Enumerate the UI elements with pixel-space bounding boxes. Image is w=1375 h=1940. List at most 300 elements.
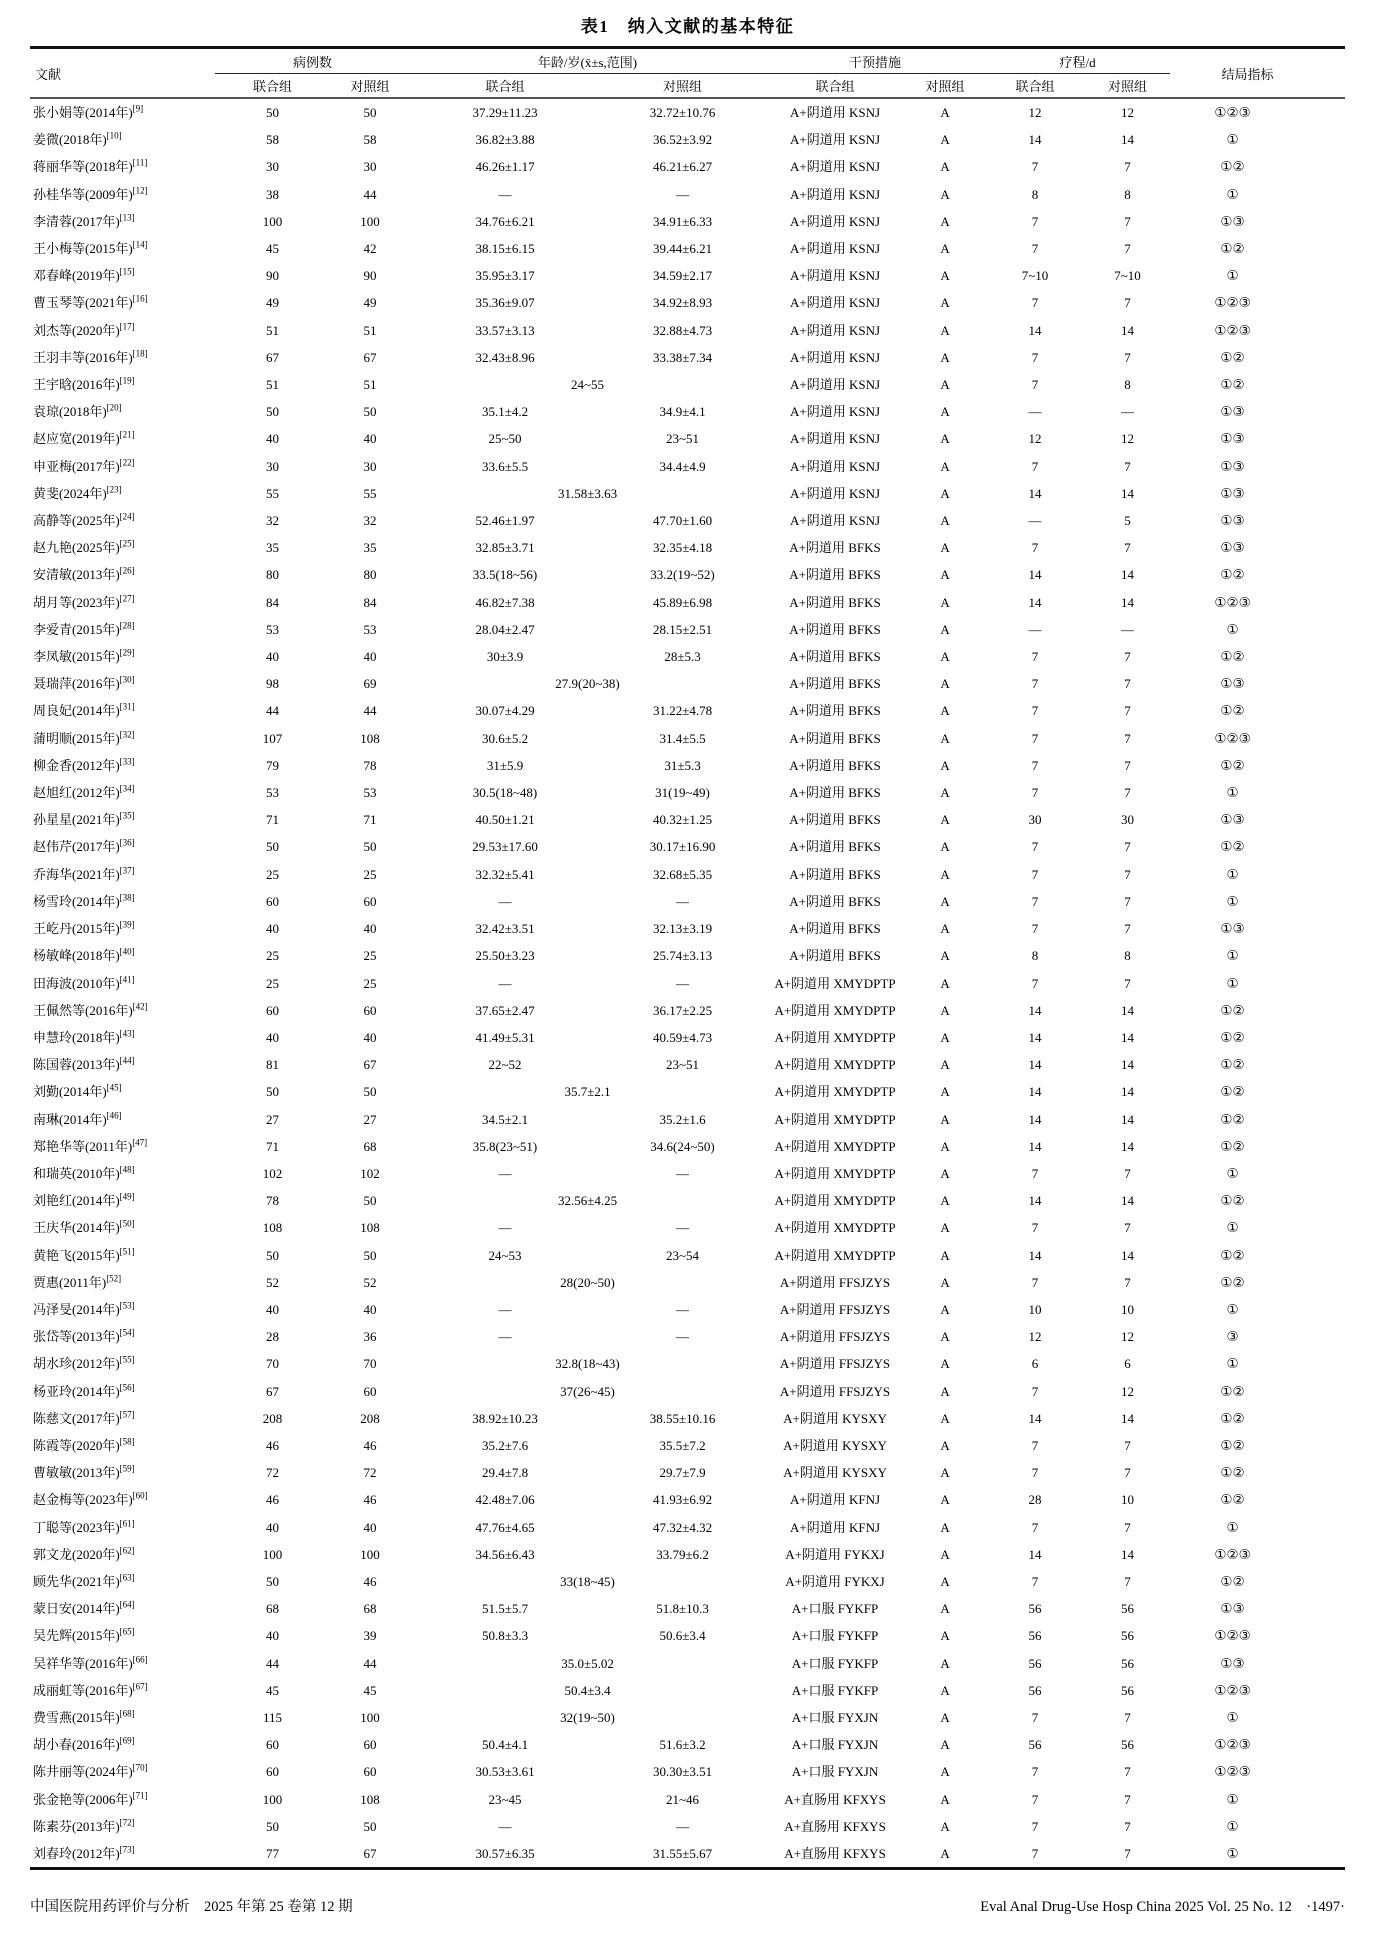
outcome-cell: ① [1226,866,1239,882]
study-cell: 陈素芬(2013年)[72] [33,1817,135,1834]
reference-number: [11] [132,158,148,169]
study-cell: 邓春峰(2019年)[15] [33,266,135,284]
age-combined-cell: — [498,1301,512,1317]
course-control-cell: 56 [1121,1601,1135,1617]
reference-number: [19] [119,375,135,386]
outcome-cell: ① [1226,1791,1239,1807]
course-control-cell: 56 [1121,1682,1135,1698]
course-combined-cell: 56 [1028,1655,1042,1671]
outcome-cell: ①②③ [1214,1546,1251,1562]
cases-combined-cell: 52 [266,1274,279,1290]
subcol-intv-combined: 联合组 [765,74,905,99]
intervention-combined-cell: A+阴道用 BFKS [789,703,881,719]
table-row [30,398,1345,425]
age-combined-cell: 46.26±1.17 [475,159,535,175]
age-combined-cell: 40.50±1.21 [475,812,535,828]
cases-control-cell: 69 [363,676,377,692]
course-combined-cell: 7 [1031,213,1039,229]
reference-number: [54] [119,1327,135,1338]
cases-combined-cell: 40 [266,1519,279,1535]
intervention-control-cell: A [940,1002,950,1018]
cases-control-cell: 51 [363,377,377,393]
cases-control-cell: 50 [363,105,377,120]
course-control-cell: 7 [1124,540,1131,556]
intervention-control-cell: A [940,159,950,175]
intervention-combined-cell: A+阴道用 BFKS [789,812,881,828]
reference-number: [38] [119,892,135,903]
cases-control-cell: 67 [363,349,377,365]
intervention-combined-cell: A+直肠用 KFXYS [784,1791,886,1807]
outcome-cell: ①②③ [1214,1628,1251,1644]
reference-number: [70] [132,1763,148,1774]
cases-control-cell: 102 [360,1165,380,1181]
course-combined-cell: 14 [1028,132,1042,148]
course-combined-cell: 7 [1031,241,1039,257]
age-span-cell: 31.58±3.63 [557,485,618,501]
age-control-cell: 28±5.3 [664,649,701,665]
course-control-cell: 7 [1124,1465,1131,1481]
course-control-cell: 12 [1121,431,1135,447]
cases-combined-cell: 68 [266,1601,279,1617]
age-combined-cell: — [498,1165,512,1181]
outcome-cell: ①② [1220,1437,1245,1453]
study-cell: 杨雪玲(2014年)[38] [33,892,135,909]
intervention-control-cell: A [940,621,950,637]
course-control-cell: 7 [1124,866,1131,882]
intervention-combined-cell: A+阴道用 KSNJ [789,241,881,257]
intervention-control-cell: A [940,1628,950,1644]
age-control-cell: 31.55±5.67 [652,1846,713,1861]
outcome-cell: ①② [1220,1084,1245,1100]
course-combined-cell: 7~10 [1021,268,1049,284]
cases-combined-cell: 27 [266,1111,279,1127]
study-cell: 费雪燕(2015年)[68] [33,1708,135,1725]
cases-control-cell: 60 [363,893,377,909]
age-control-cell: — [676,1329,690,1345]
reference-number: [13] [119,212,135,223]
course-control-cell: 7 [1124,1437,1131,1453]
reference-number: [68] [119,1708,135,1719]
page-title: 表1 纳入文献的基本特征 [580,17,795,36]
table-row [30,1459,1345,1486]
course-control-cell: — [1121,404,1135,420]
cases-combined-cell: 30 [266,458,279,474]
table-row [30,1350,1345,1377]
intervention-combined-cell: A+阴道用 BFKS [789,839,881,855]
age-combined-cell: — [498,186,512,202]
age-combined-cell: 24~53 [488,1247,522,1263]
cases-control-cell: 90 [363,268,377,284]
outcome-cell: ①②③ [1214,594,1251,610]
course-combined-cell: 7 [1031,703,1039,719]
table-row [30,616,1345,643]
outcome-cell: ① [1226,1356,1239,1372]
course-combined-cell: — [1028,404,1042,420]
outcome-cell: ①②③ [1214,1682,1251,1698]
cases-combined-cell: 108 [262,1220,283,1236]
age-span-cell: 32(19~50) [560,1709,615,1725]
course-control-cell: 7 [1124,159,1131,175]
age-combined-cell: 35.2±7.6 [481,1437,529,1453]
outcome-cell: ①③ [1220,431,1245,447]
age-combined-cell: 23~45 [488,1791,522,1807]
cases-combined-cell: 50 [266,1084,279,1100]
cases-combined-cell: 50 [266,1247,279,1263]
course-combined-cell: 7 [1031,975,1039,991]
age-span-cell: 24~55 [570,377,605,393]
table-row [30,1731,1345,1758]
cases-combined-cell: 50 [266,1573,279,1589]
cases-control-cell: 25 [363,948,377,964]
study-cell: 孙星星(2021年)[35] [33,810,135,828]
intervention-combined-cell: A+阴道用 BFKS [789,594,881,610]
intervention-control-cell: A [940,975,950,991]
outcome-cell: ①② [1220,1057,1245,1073]
outcome-cell: ①② [1220,349,1245,365]
age-combined-cell: 32.32±5.41 [475,866,535,882]
study-cell: 柳金香(2012年)[33] [33,756,135,773]
outcome-cell: ①②③ [1214,1737,1251,1753]
course-control-cell: 7 [1124,349,1131,365]
outcome-cell: ①③ [1220,676,1245,692]
course-control-cell: 14 [1121,322,1135,338]
intervention-control-cell: A [940,948,950,964]
cases-control-cell: 100 [360,213,380,229]
age-combined-cell: 30.57±6.35 [475,1846,535,1861]
course-combined-cell: 7 [1031,1465,1039,1481]
cases-combined-cell: 30 [266,159,279,175]
study-cell: 胡小春(2016年)[69] [33,1735,135,1753]
outcome-cell: ① [1226,948,1239,964]
intervention-control-cell: A [940,649,950,665]
course-combined-cell: 14 [1028,1410,1042,1426]
intervention-combined-cell: A+阴道用 XMYDPTP [774,1193,896,1209]
cases-control-cell: 46 [363,1573,377,1589]
reference-number: [32] [119,729,135,740]
intervention-combined-cell: A+阴道用 BFKS [789,730,881,746]
age-combined-cell: 32.42±3.51 [475,921,535,937]
course-combined-cell: 7 [1031,540,1039,556]
study-cell: 陈霞等(2020年)[58] [33,1436,135,1453]
course-control-cell: 7~10 [1114,268,1141,284]
subcol-intv-control: 对照组 [905,74,985,99]
course-control-cell: 14 [1121,1546,1135,1562]
study-cell: 赵金梅等(2023年)[60] [33,1491,148,1508]
cases-combined-cell: 40 [266,431,279,447]
study-cell: 胡水珍(2012年)[55] [33,1355,135,1372]
study-cell: 聂瑞萍(2016年)[30] [33,674,135,692]
course-combined-cell: 14 [1028,567,1042,583]
age-control-cell: 41.93±6.92 [652,1492,713,1508]
age-control-cell: 38.55±10.16 [649,1410,716,1426]
age-control-cell: 35.5±7.2 [659,1437,706,1453]
course-control-cell: 7 [1124,893,1131,909]
reference-number: [24] [119,511,135,522]
course-combined-cell: 6 [1031,1356,1039,1372]
study-cell: 杨敏峰(2018年)[40] [33,946,135,964]
table-row [30,1432,1345,1459]
cases-control-cell: 36 [363,1329,377,1345]
footer-journal-cn: 中国医院用药评价与分析 2025 年第 25 卷第 12 期 [30,1899,353,1915]
intervention-control-cell: A [940,893,950,909]
subcol-age-control: 对照组 [600,74,765,99]
outcome-cell: ① [1226,1220,1239,1236]
age-combined-cell: 35.95±3.17 [475,268,535,284]
col-group-age: 年龄/岁(x̄±s,范围) [410,48,765,74]
intervention-combined-cell: A+阴道用 XMYDPTP [774,1247,896,1263]
intervention-combined-cell: A+阴道用 KSNJ [789,377,881,393]
course-combined-cell: 10 [1028,1301,1042,1317]
intervention-combined-cell: A+阴道用 BFKS [789,866,881,882]
intervention-combined-cell: A+阴道用 KSNJ [789,513,881,529]
intervention-control-cell: A [940,839,950,855]
table-row [30,98,1345,126]
course-control-cell: 7 [1124,458,1131,474]
intervention-combined-cell: A+阴道用 XMYDPTP [774,1057,896,1073]
reference-number: [51] [119,1246,135,1257]
course-control-cell: 6 [1124,1356,1131,1372]
cases-control-cell: 84 [363,594,377,610]
outcome-cell: ①②③ [1214,105,1251,120]
table-row [30,1296,1345,1323]
subcol-age-combined: 联合组 [410,74,600,99]
cases-combined-cell: 100 [262,1791,283,1807]
intervention-combined-cell: A+阴道用 KSNJ [789,213,881,229]
reference-number: [14] [132,239,148,250]
course-control-cell: 10 [1121,1492,1135,1508]
table-row [30,997,1345,1024]
study-cell: 黄斐(2024年)[23] [33,484,122,501]
intervention-control-cell: A [940,1519,950,1535]
reference-number: [47] [132,1137,148,1148]
study-cell: 乔海华(2021年)[37] [33,865,135,882]
intervention-combined-cell: A+阴道用 KSNJ [789,322,881,338]
age-control-cell: — [676,1301,690,1317]
study-cell: 王宇晗(2016年)[19] [33,375,135,393]
intervention-control-cell: A [940,485,950,501]
cases-control-cell: 60 [363,1383,377,1399]
table-row [30,1133,1345,1160]
age-control-cell: 34.91±6.33 [652,213,713,229]
course-combined-cell: 14 [1028,1002,1042,1018]
age-combined-cell: 47.76±4.65 [475,1519,535,1535]
outcome-cell: ① [1226,975,1239,991]
intervention-combined-cell: A+阴道用 KSNJ [789,431,881,447]
age-control-cell: 30.17±16.90 [649,839,716,855]
reference-number: [61] [119,1518,135,1529]
reference-number: [63] [119,1572,135,1583]
table-row [30,344,1345,371]
reference-number: [23] [106,484,122,495]
course-control-cell: 14 [1121,132,1135,148]
intervention-control-cell: A [940,1329,950,1345]
course-control-cell: 7 [1124,676,1131,692]
cases-control-cell: 80 [363,567,377,583]
intervention-control-cell: A [940,1356,950,1372]
reference-number: [65] [119,1627,135,1638]
age-combined-cell: 30.53±3.61 [475,1764,535,1780]
course-combined-cell: 7 [1031,785,1039,801]
table-row [30,1595,1345,1622]
course-combined-cell: 12 [1028,1329,1042,1345]
reference-number: [43] [119,1028,135,1039]
study-cell: 和瑞英(2010年)[48] [33,1164,135,1181]
study-cell: 吴祥华等(2016年)[66] [33,1654,148,1671]
course-control-cell: 12 [1121,1329,1135,1345]
intervention-combined-cell: A+口服 FYKFP [791,1601,879,1617]
course-combined-cell: 56 [1028,1682,1042,1698]
intervention-control-cell: A [940,1247,950,1263]
cases-combined-cell: 67 [266,349,279,365]
intervention-control-cell: A [940,1301,950,1317]
cases-control-cell: 108 [360,730,380,746]
intervention-combined-cell: A+阴道用 BFKS [789,921,881,937]
course-control-cell: 7 [1124,295,1131,311]
table-row [30,1840,1345,1869]
course-combined-cell: 7 [1031,349,1039,365]
age-combined-cell: 29.4±7.8 [481,1465,529,1481]
cases-combined-cell: 35 [266,540,279,556]
age-control-cell: 31.4±5.5 [659,730,706,746]
study-cell: 刘艳红(2014年)[49] [33,1191,135,1209]
outcome-cell: ①③ [1220,213,1245,229]
intervention-combined-cell: A+阴道用 XMYDPTP [774,1029,896,1045]
outcome-cell: ①③ [1220,1655,1245,1671]
age-control-cell: — [676,975,690,991]
intervention-control-cell: A [940,241,950,257]
outcome-cell: ①② [1220,1193,1245,1209]
age-control-cell: 32.72±10.76 [649,105,716,120]
intervention-control-cell: A [940,730,950,746]
intervention-combined-cell: A+阴道用 KSNJ [789,349,881,365]
cases-combined-cell: 50 [266,105,279,120]
outcome-cell: ①② [1220,1029,1245,1045]
intervention-control-cell: A [940,1437,950,1453]
reference-number: [26] [119,566,135,577]
cases-combined-cell: 25 [266,975,279,991]
age-control-cell: 31.22±4.78 [652,703,713,719]
table-row [30,126,1345,153]
course-combined-cell: 12 [1028,105,1042,120]
cases-combined-cell: 46 [266,1492,279,1508]
intervention-combined-cell: A+口服 FYKFP [791,1682,879,1698]
age-combined-cell: 38.92±10.23 [472,1410,538,1426]
outcome-cell: ① [1226,1165,1239,1181]
age-control-cell: 25.74±3.13 [652,948,713,964]
course-combined-cell: 14 [1028,1546,1042,1562]
table-row [30,1758,1345,1785]
outcome-cell: ①② [1220,839,1245,855]
age-control-cell: 50.6±3.4 [659,1628,706,1644]
cases-combined-cell: 107 [262,730,283,746]
study-cell: 蒋丽华等(2018年)[11] [33,158,148,175]
study-cell: 刘春玲(2012年)[73] [33,1844,135,1861]
outcome-cell: ①② [1220,1573,1245,1589]
reference-number: [53] [119,1300,135,1311]
course-combined-cell: 7 [1031,1846,1039,1861]
cases-control-cell: 40 [363,1029,377,1045]
table-row [30,317,1345,344]
age-combined-cell: 28.04±2.47 [475,621,535,637]
age-combined-cell: 38.15±6.15 [475,241,535,257]
study-cell: 李凤敏(2015年)[29] [33,647,135,665]
cases-control-cell: 30 [363,159,377,175]
cases-control-cell: 78 [363,757,377,773]
reference-number: [35] [119,810,135,821]
cases-control-cell: 53 [363,621,377,637]
intervention-control-cell: A [940,213,950,229]
table-row [30,1269,1345,1296]
study-cell: 蒙日安(2014年)[64] [33,1599,135,1617]
intervention-combined-cell: A+阴道用 KSNJ [789,132,881,148]
intervention-combined-cell: A+阴道用 XMYDPTP [774,1084,896,1100]
course-combined-cell: 56 [1028,1601,1042,1617]
age-combined-cell: 32.85±3.71 [475,540,535,556]
course-control-cell: 7 [1124,1519,1131,1535]
cases-combined-cell: 84 [266,594,279,610]
course-control-cell: 7 [1124,1818,1131,1834]
study-cell: 丁聪等(2023年)[61] [33,1518,135,1535]
age-combined-cell: — [498,1220,512,1236]
course-combined-cell: 7 [1031,295,1039,311]
study-cell: 杨亚玲(2014年)[56] [33,1382,135,1399]
cases-control-cell: 58 [363,132,377,148]
age-combined-cell: 51.5±5.7 [481,1601,529,1617]
cases-combined-cell: 71 [266,812,279,828]
reference-number: [25] [119,538,135,549]
course-combined-cell: 7 [1031,730,1039,746]
age-combined-cell: 22~52 [488,1057,522,1073]
course-control-cell: 14 [1121,1084,1135,1100]
table-row [30,1486,1345,1513]
age-control-cell: 34.59±2.17 [652,268,713,284]
col-group-course: 疗程/d [985,48,1170,74]
reference-number: [36] [119,838,135,849]
study-cell: 李清蓉(2017年)[13] [33,212,135,229]
study-cell: 周良妃(2014年)[31] [33,702,135,719]
age-control-cell: 32.35±4.18 [652,540,713,556]
outcome-cell: ①② [1220,241,1245,257]
cases-control-cell: 60 [363,1737,377,1753]
outcome-cell: ①② [1220,1492,1245,1508]
reference-number: [21] [119,430,135,441]
cases-control-cell: 40 [363,921,377,937]
cases-combined-cell: 79 [266,757,279,773]
cases-combined-cell: 28 [266,1329,279,1345]
reference-number: [50] [119,1219,135,1229]
table-row [30,833,1345,860]
table-row [30,208,1345,235]
course-control-cell: 7 [1124,1709,1131,1725]
cases-combined-cell: 55 [266,485,279,501]
cases-combined-cell: 45 [266,241,279,257]
age-control-cell: 45.89±6.98 [652,594,713,610]
cases-combined-cell: 50 [266,839,279,855]
course-combined-cell: 7 [1031,757,1039,773]
outcome-cell: ①③ [1220,1601,1245,1617]
intervention-combined-cell: A+口服 FYXJN [791,1709,879,1725]
study-cell: 蒲明顺(2015年)[32] [33,729,135,746]
cases-combined-cell: 51 [266,377,279,393]
intervention-combined-cell: A+阴道用 KYSXY [783,1465,887,1481]
intervention-control-cell: A [940,1465,950,1481]
intervention-combined-cell: A+阴道用 XMYDPTP [774,1138,896,1154]
intervention-combined-cell: A+阴道用 BFKS [789,540,881,556]
intervention-control-cell: A [940,1682,950,1698]
table-row [30,1514,1345,1541]
study-cell: 成丽虹等(2016年)[67] [33,1681,148,1698]
age-span-cell: 35.0±5.02 [561,1655,614,1671]
